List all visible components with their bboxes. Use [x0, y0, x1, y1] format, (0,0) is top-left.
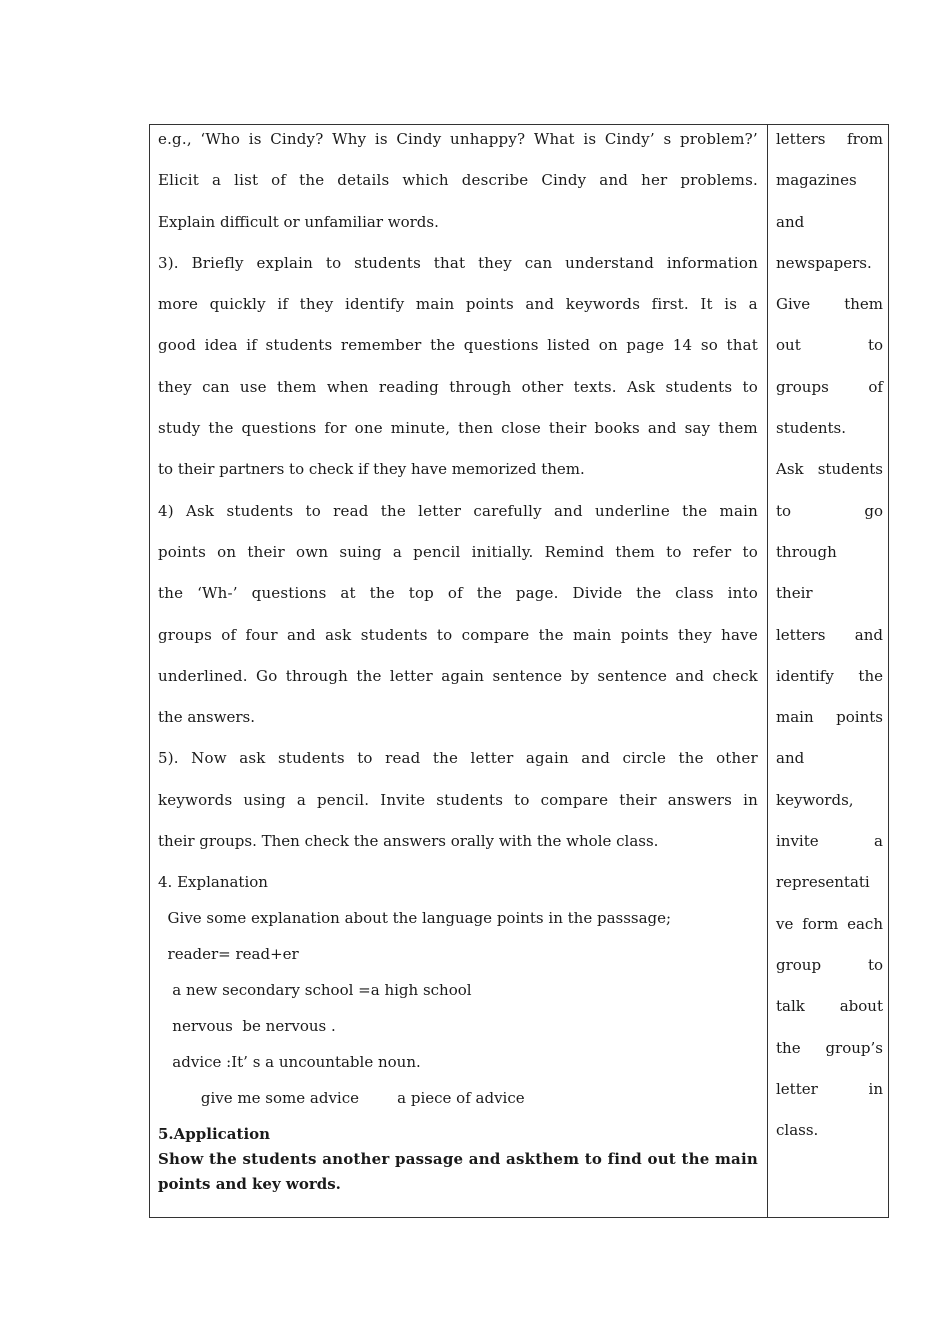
main-text-line: 5.Application [158, 1125, 271, 1144]
main-text-line [158, 499, 758, 540]
main-text-line [158, 292, 758, 333]
word: listed [547, 336, 591, 355]
word: again [441, 666, 485, 685]
side-text-line: through [776, 542, 837, 561]
word: letter [389, 666, 433, 685]
main-text-line: their groups. Then check the answers orally with the whole class. [158, 832, 659, 851]
word: talk [776, 997, 805, 1016]
word: a [211, 171, 222, 190]
word: information [666, 253, 758, 272]
word: pencil. [316, 790, 370, 809]
word: study [158, 419, 201, 438]
word: questions [463, 336, 539, 355]
word: carefully [473, 501, 542, 520]
side-text-line: and [776, 212, 805, 231]
side-text-line: newspapers. [776, 253, 872, 272]
word: students [354, 253, 421, 272]
word: of [271, 171, 287, 190]
word: they [678, 625, 712, 644]
word: on [217, 542, 237, 561]
word: sentence [597, 666, 668, 685]
word: form [802, 914, 839, 933]
word: of [868, 377, 883, 396]
word: describe [461, 171, 529, 190]
word: the [432, 749, 459, 768]
word: to [514, 790, 530, 809]
word: first. [651, 295, 689, 314]
word: check [712, 666, 758, 685]
word: a [392, 542, 403, 561]
word: her [641, 171, 668, 190]
word: and [468, 1150, 501, 1169]
word: the [538, 625, 564, 644]
word: ask [239, 749, 266, 768]
word: the [299, 171, 325, 190]
word: Briefly [191, 253, 244, 272]
word: 3). [158, 253, 179, 272]
word: Go [256, 666, 278, 685]
word: use [239, 377, 267, 396]
word: when [326, 377, 369, 396]
word: circle [622, 749, 667, 768]
word: Cindy [396, 130, 442, 148]
word: if [246, 336, 257, 355]
word: Cindy? [270, 130, 324, 148]
word: the [369, 584, 395, 603]
side-text-line: keywords, [776, 790, 854, 809]
word: groups [776, 377, 829, 396]
word: is [248, 130, 262, 148]
word: identify [345, 295, 405, 314]
main-text-line [158, 746, 758, 787]
word: of [221, 625, 237, 644]
word: letter [418, 501, 462, 520]
word: refer [692, 542, 732, 561]
word: using [243, 790, 286, 809]
word: Cindy’ [604, 130, 655, 148]
main-text-line [158, 623, 758, 664]
word: each [847, 914, 883, 933]
word: and [675, 666, 705, 685]
word: the [858, 666, 883, 685]
main-text-line: advice :It’ s a uncountable noun. [158, 1053, 421, 1072]
side-text-line: their [776, 584, 813, 603]
side-text-line [776, 499, 883, 540]
word: a [748, 295, 758, 314]
word: minute, [390, 419, 451, 438]
word: from [847, 130, 883, 148]
main-text-line: give me some advice a piece of advice [158, 1089, 525, 1108]
word: and [599, 171, 629, 190]
word: What [533, 130, 575, 148]
word: into [727, 584, 758, 603]
main-text-line [158, 416, 758, 457]
word: Give [776, 295, 811, 314]
word: is [583, 130, 597, 148]
word: their [247, 542, 285, 561]
word: page [626, 336, 665, 355]
word: them [844, 295, 883, 314]
main-text-line [158, 375, 758, 416]
word: remember [340, 336, 422, 355]
word: to [776, 501, 792, 520]
word: main [714, 1150, 758, 1169]
word: the [476, 584, 502, 603]
notes-column [776, 127, 883, 1159]
word: of [447, 584, 463, 603]
lesson-table [149, 124, 889, 1218]
main-text-line [158, 581, 758, 622]
side-text-line [776, 1036, 883, 1077]
word: four [245, 625, 278, 644]
word: the [678, 749, 704, 768]
side-text-line [776, 829, 883, 870]
word: quickly [209, 295, 266, 314]
word: main [573, 625, 612, 644]
word: read [333, 501, 369, 520]
word: them [718, 419, 758, 438]
word: the [158, 584, 184, 603]
word: idea [204, 336, 238, 355]
word: on [598, 336, 618, 355]
word: 5). [158, 749, 179, 768]
word: to [742, 377, 758, 396]
main-text-line: Give some explanation about the language points in the passsage; [158, 909, 672, 928]
word: students [817, 460, 883, 479]
main-text-line [158, 788, 758, 829]
word: s [663, 130, 672, 148]
word: letters [776, 130, 826, 148]
word: at [340, 584, 356, 603]
word: passage [395, 1150, 464, 1169]
word: to [742, 542, 758, 561]
word: own [296, 542, 329, 561]
word: if [277, 295, 289, 314]
main-text-line: a new secondary school =a high school [158, 981, 472, 1000]
word: have [721, 625, 758, 644]
word: again [525, 749, 569, 768]
word: books [594, 419, 640, 438]
word: is [374, 130, 388, 148]
word: Ask [626, 377, 656, 396]
word: ‘Wh-’ [197, 584, 238, 603]
word: group [776, 955, 822, 974]
word: so [700, 336, 718, 355]
word: Cindy [541, 171, 587, 190]
word: points [158, 542, 207, 561]
word: main [776, 708, 814, 727]
word: they [478, 253, 512, 272]
word: the [682, 501, 708, 520]
side-text-line [776, 994, 883, 1035]
word: other [521, 377, 564, 396]
word: they [299, 295, 334, 314]
word: invite [776, 832, 819, 851]
word: a [874, 832, 883, 851]
word: good [158, 336, 197, 355]
word: to [325, 253, 342, 272]
main-text-line: 4. Explanation [158, 873, 268, 892]
word: suing [339, 542, 382, 561]
word: and [647, 419, 677, 438]
word: about [839, 997, 883, 1016]
word: to [357, 749, 373, 768]
word: them [615, 542, 655, 561]
word: students [265, 336, 333, 355]
word: Now [191, 749, 227, 768]
word: find [607, 1150, 642, 1169]
word: to [666, 542, 682, 561]
main-text-line [158, 333, 758, 374]
word: compare [461, 625, 530, 644]
word: to [305, 501, 321, 520]
main-text-line [158, 540, 758, 581]
word: and [525, 295, 555, 314]
word: students [436, 790, 504, 809]
word: letter [470, 749, 514, 768]
word: reading [378, 377, 439, 396]
side-text-line: representati [776, 873, 870, 892]
side-text-line [776, 375, 883, 416]
word: questions [241, 419, 317, 438]
word: out [647, 1150, 676, 1169]
word: by [570, 666, 590, 685]
word: for [324, 419, 347, 438]
word: Ask [776, 460, 804, 479]
word: keywords [565, 295, 641, 314]
word: underline [595, 501, 670, 520]
word: Show [158, 1150, 204, 1169]
side-text-line: class. [776, 1121, 819, 1140]
procedure-column [158, 127, 758, 1197]
side-text-line: students. [776, 419, 847, 438]
side-text-line: magazines [776, 171, 857, 190]
word: ve [776, 914, 794, 933]
word: It [700, 295, 713, 314]
word: initially. [471, 542, 534, 561]
word: out [776, 336, 801, 355]
word: through [285, 666, 349, 685]
word: them [277, 377, 317, 396]
word: the [430, 336, 456, 355]
column-divider [767, 125, 768, 1217]
word: a [296, 790, 306, 809]
word: Remind [544, 542, 605, 561]
word: the [380, 501, 406, 520]
word: 14 [672, 336, 693, 355]
word: ask [325, 625, 352, 644]
word: askthem [506, 1150, 580, 1169]
side-text-line [776, 664, 883, 705]
word: that [433, 253, 466, 272]
word: Why [332, 130, 367, 148]
word: underlined. [158, 666, 248, 685]
word: identify [776, 666, 834, 685]
word: can [202, 377, 230, 396]
word: that [726, 336, 758, 355]
side-text-line [776, 457, 883, 498]
word: pencil [413, 542, 461, 561]
word: in [743, 790, 758, 809]
word: through [449, 377, 512, 396]
word: Elicit [158, 171, 199, 190]
word: keywords [158, 790, 233, 809]
side-text-line [776, 1077, 883, 1118]
word: students [242, 1150, 317, 1169]
word: another [322, 1150, 390, 1169]
word: and [854, 625, 883, 644]
word: class [675, 584, 714, 603]
word: students [277, 749, 345, 768]
word: unhappy? [450, 130, 526, 148]
word: in [868, 1079, 883, 1098]
word: main [719, 501, 758, 520]
word: letter [776, 1079, 818, 1098]
main-text-line [158, 168, 758, 209]
word: page. [515, 584, 559, 603]
word: questions [251, 584, 327, 603]
side-text-line [776, 953, 883, 994]
word: their [619, 790, 657, 809]
word: Ask [186, 501, 215, 520]
main-text-line: nervous be nervous . [158, 1017, 336, 1036]
main-text-line [158, 251, 758, 292]
word: students [360, 625, 428, 644]
word: to [436, 625, 453, 644]
word: problem?’ [679, 130, 758, 148]
side-text-line [776, 127, 883, 168]
word: is [724, 295, 738, 314]
side-text-line: and [776, 749, 805, 768]
side-text-line [776, 623, 883, 664]
word: texts. [573, 377, 617, 396]
word: ‘Who [200, 130, 241, 148]
main-text-line: points and key words. [158, 1175, 341, 1194]
word: 4) [158, 501, 174, 520]
word: say [684, 419, 711, 438]
main-text-line: the answers. [158, 708, 255, 727]
word: answers [667, 790, 733, 809]
word: the [208, 1150, 237, 1169]
word: group’s [825, 1038, 883, 1057]
word: and [581, 749, 611, 768]
word: points [836, 708, 883, 727]
main-text-line [158, 127, 758, 168]
word: understand [565, 253, 655, 272]
word: e.g., [158, 130, 192, 148]
main-text-line [158, 1147, 758, 1172]
word: to [584, 1150, 603, 1169]
word: which [402, 171, 449, 190]
word: and [554, 501, 583, 520]
word: one [354, 419, 383, 438]
word: other [716, 749, 758, 768]
word: Divide [572, 584, 623, 603]
word: the [356, 666, 382, 685]
word: read [385, 749, 421, 768]
word: and [287, 625, 316, 644]
word: the [208, 419, 234, 438]
side-text-line [776, 292, 883, 333]
word: students [665, 377, 733, 396]
side-text-line [776, 705, 883, 746]
word: main [415, 295, 455, 314]
word: compare [540, 790, 609, 809]
word: their [548, 419, 587, 438]
word: problems. [680, 171, 758, 190]
main-text-line [158, 664, 758, 705]
word: list [234, 171, 259, 190]
side-text-line [776, 912, 883, 953]
word: go [864, 501, 883, 520]
word: then [458, 419, 494, 438]
word: can [524, 253, 553, 272]
side-text-line [776, 333, 883, 374]
word: sentence [492, 666, 563, 685]
word: the [636, 584, 662, 603]
main-text-line: reader= read+er [158, 945, 299, 964]
word: to [867, 336, 883, 355]
word: students [226, 501, 294, 520]
word: points [620, 625, 669, 644]
word: details [337, 171, 390, 190]
word: the [681, 1150, 710, 1169]
word: the [776, 1038, 801, 1057]
word: letters [776, 625, 826, 644]
word: points [465, 295, 514, 314]
word: explain [256, 253, 314, 272]
word: they [158, 377, 192, 396]
word: groups [158, 625, 212, 644]
word: top [408, 584, 434, 603]
word: close [501, 419, 541, 438]
word: more [158, 295, 199, 314]
main-text-line: Explain difficult or unfamiliar words. [158, 212, 439, 231]
word: to [867, 955, 883, 974]
main-text-line: to their partners to check if they have memorized them. [158, 460, 585, 479]
word: Invite [380, 790, 426, 809]
